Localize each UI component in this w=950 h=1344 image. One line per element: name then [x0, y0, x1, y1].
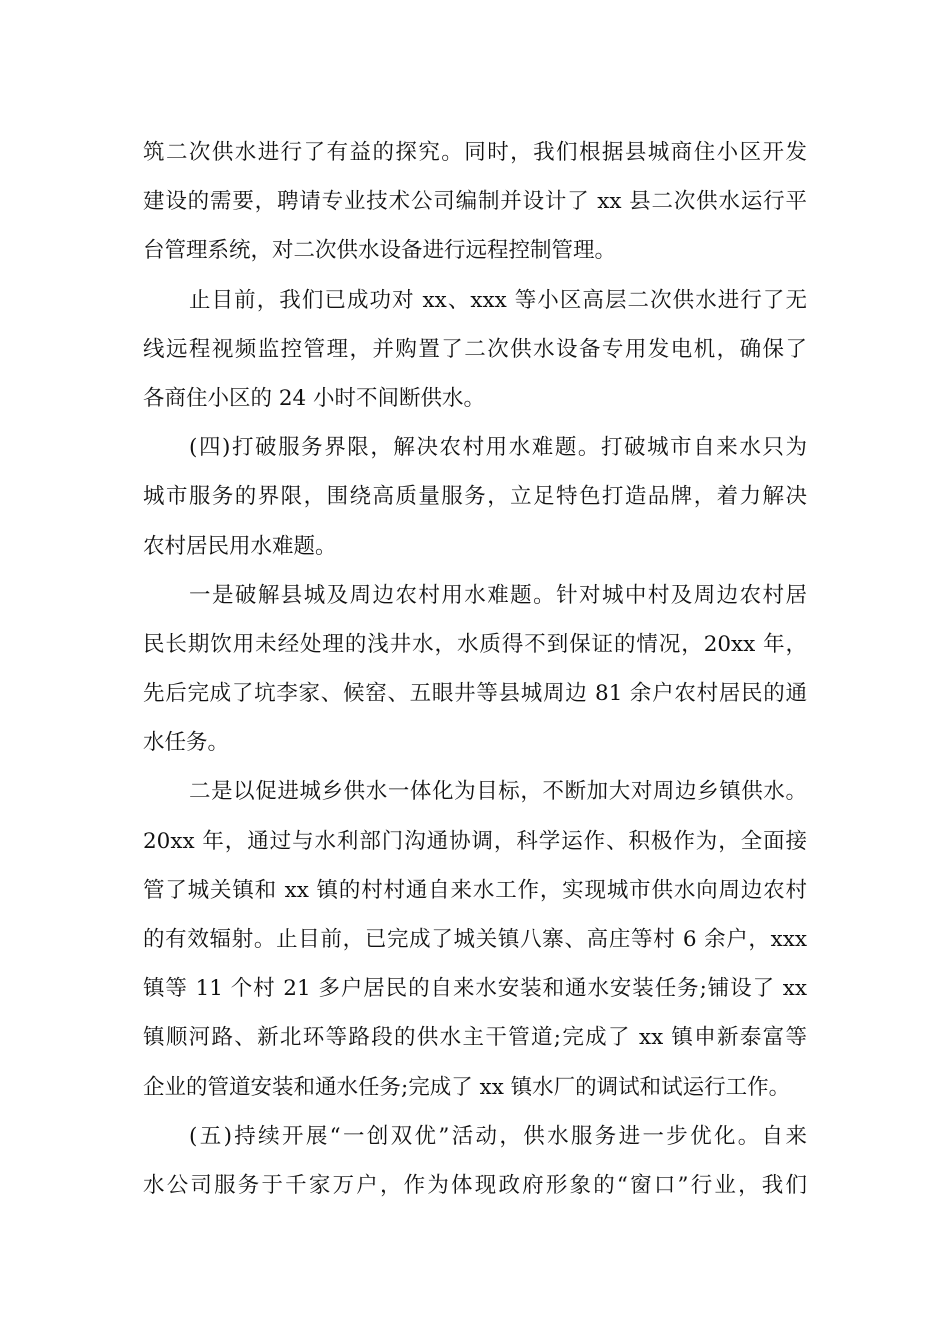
text-line: 建设的需要，聘请专业技术公司编制并设计了 xx 县二次供水运行平 — [143, 189, 807, 215]
text-line: 农村居民用水难题。 — [143, 533, 337, 559]
paragraph-first-line: 止目前，我们已成功对 xx、xxx 等小区高层二次供水进行了无 — [189, 287, 807, 313]
text-line: 线远程视频监控管理，并购置了二次供水设备专用发电机，确保了 — [143, 336, 807, 362]
text-line: 先后完成了坑李家、候窑、五眼井等县城周边 81 余户农村居民的通 — [143, 681, 807, 707]
paragraph-first-line: (四)打破服务界限，解决农村用水难题。打破城市自来水只为 — [189, 435, 807, 461]
text-line: 水任务。 — [143, 730, 230, 756]
paragraph-first-line: 一是破解县城及周边农村用水难题。针对城中村及周边农村居 — [189, 582, 807, 608]
text-line: 台管理系统，对二次供水设备进行远程控制管理。 — [143, 238, 617, 264]
text-line: 民长期饮用未经处理的浅井水，水质得不到保证的情况，20xx 年， — [143, 631, 807, 657]
text-line: 筑二次供水进行了有益的探究。同时，我们根据县城商住小区开发 — [143, 140, 807, 165]
text-line: 的有效辐射。止目前，已完成了城关镇八寨、高庄等村 6 余户，xxx — [143, 927, 807, 952]
text-line: 管了城关镇和 xx 镇的村村通自来水工作，实现城市供水向周边农村 — [143, 877, 807, 903]
text-line: 各商住小区的 24 小时不间断供水。 — [143, 385, 486, 411]
text-line: 镇等 11 个村 21 多户居民的自来水安装和通水安装任务;铺设了 xx — [143, 976, 807, 1002]
text-line: 城市服务的界限，围绕高质量服务，立足特色打造品牌，着力解决 — [143, 484, 807, 510]
paragraph-first-line: (五)持续开展“一创双优”活动，供水服务进一步优化。自来 — [189, 1123, 807, 1149]
text-line: 企业的管道安装和通水任务;完成了 xx 镇水厂的调试和试运行工作。 — [143, 1074, 791, 1100]
text-line: 镇顺河路、新北环等路段的供水主干管道;完成了 xx 镇申新泰富等 — [143, 1025, 807, 1051]
body-text — [143, 128, 807, 1210]
text-line: 水公司服务于千家万户，作为体现政府形象的“窗口”行业，我们 — [143, 1172, 807, 1198]
text-line: 20xx 年，通过与水利部门沟通协调，科学运作、积极作为，全面接 — [143, 828, 807, 854]
paragraph-first-line: 二是以促进城乡供水一体化为目标，不断加大对周边乡镇供水。 — [189, 779, 807, 805]
